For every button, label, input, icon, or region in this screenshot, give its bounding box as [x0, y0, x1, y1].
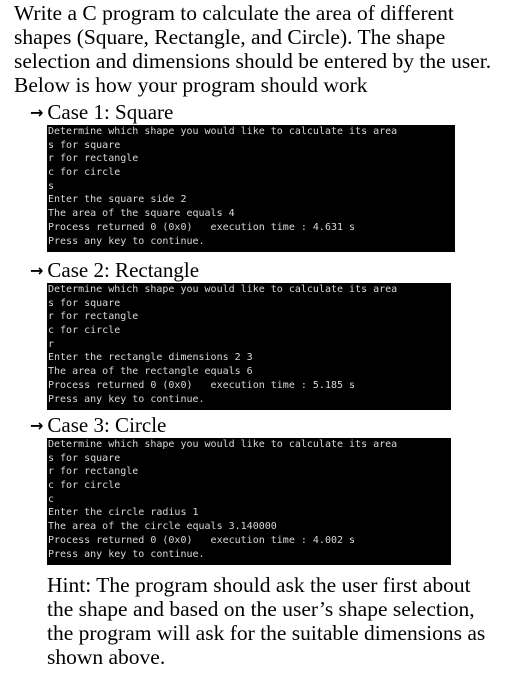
- assignment-intro: [14, 1, 522, 97]
- hint-line: Hint: The program should ask the user first about: [47, 573, 471, 597]
- console-line: s for square: [48, 452, 121, 464]
- case-2-title: Case 2: Rectangle: [47, 258, 200, 282]
- intro-line: Write a C program to calculate the area of different: [14, 1, 454, 25]
- console-line: Process returned 0 (0x0) execution time : 4.002 s: [48, 534, 356, 546]
- intro-line: shapes (Square, Rectangle, and Circle). The shape: [14, 25, 446, 49]
- console-line: c: [48, 493, 55, 505]
- console-line: s for square: [48, 139, 121, 151]
- intro-line: selection and dimensions should be entered by the user.: [14, 49, 492, 73]
- console-line: The area of the circle equals 3.140000: [48, 521, 277, 533]
- right-arrow-icon: →: [30, 261, 44, 280]
- console-line: Enter the square side 2: [48, 194, 187, 206]
- console-line: r for rectangle: [48, 311, 139, 323]
- console-line: r for rectangle: [48, 153, 139, 165]
- console-line: Press any key to continue.: [48, 235, 205, 247]
- console-line: Determine which shape you would like to calculate its area: [48, 126, 398, 137]
- console-line: c for circle: [48, 167, 121, 179]
- console-line: Press any key to continue.: [48, 393, 205, 405]
- console-line: c for circle: [48, 325, 121, 337]
- console-line: Determine which shape you would like to calculate its area: [48, 439, 398, 450]
- console-line: Process returned 0 (0x0) execution time : 4.631 s: [48, 221, 356, 233]
- console-line: r: [48, 338, 55, 350]
- console-line: Process returned 0 (0x0) execution time : 5.185 s: [48, 379, 356, 391]
- case-3-title: Case 3: Circle: [47, 413, 167, 437]
- intro-line: Below is how your program should work: [14, 73, 368, 97]
- case-2-heading: [30, 259, 199, 282]
- console-line: The area of the rectangle equals 6: [48, 366, 253, 378]
- case-2-console-output: [47, 283, 451, 410]
- right-arrow-icon: →: [30, 416, 44, 435]
- console-line: The area of the square equals 4: [48, 208, 235, 220]
- console-line: s: [48, 180, 55, 192]
- hint-paragraph: [47, 573, 517, 669]
- right-arrow-icon: →: [30, 103, 44, 122]
- case-1-heading: [30, 101, 173, 124]
- console-line: Enter the circle radius 1: [48, 507, 199, 519]
- hint-line: the shape and based on the user’s shape selection,: [47, 597, 475, 621]
- case-1-title: Case 1: Square: [47, 100, 174, 124]
- hint-line: shown above.: [47, 645, 166, 669]
- console-line: c for circle: [48, 480, 121, 492]
- console-line: Determine which shape you would like to calculate its area: [48, 284, 398, 295]
- console-line: r for rectangle: [48, 466, 139, 478]
- console-line: Enter the rectangle dimensions 2 3: [48, 352, 253, 364]
- case-3-console-output: [47, 438, 451, 565]
- console-line: s for square: [48, 297, 121, 309]
- console-line: Press any key to continue.: [48, 548, 205, 560]
- case-3-heading: [30, 414, 166, 437]
- case-1-console-output: [47, 125, 455, 252]
- hint-line: the program will ask for the suitable dimensions as: [47, 621, 486, 645]
